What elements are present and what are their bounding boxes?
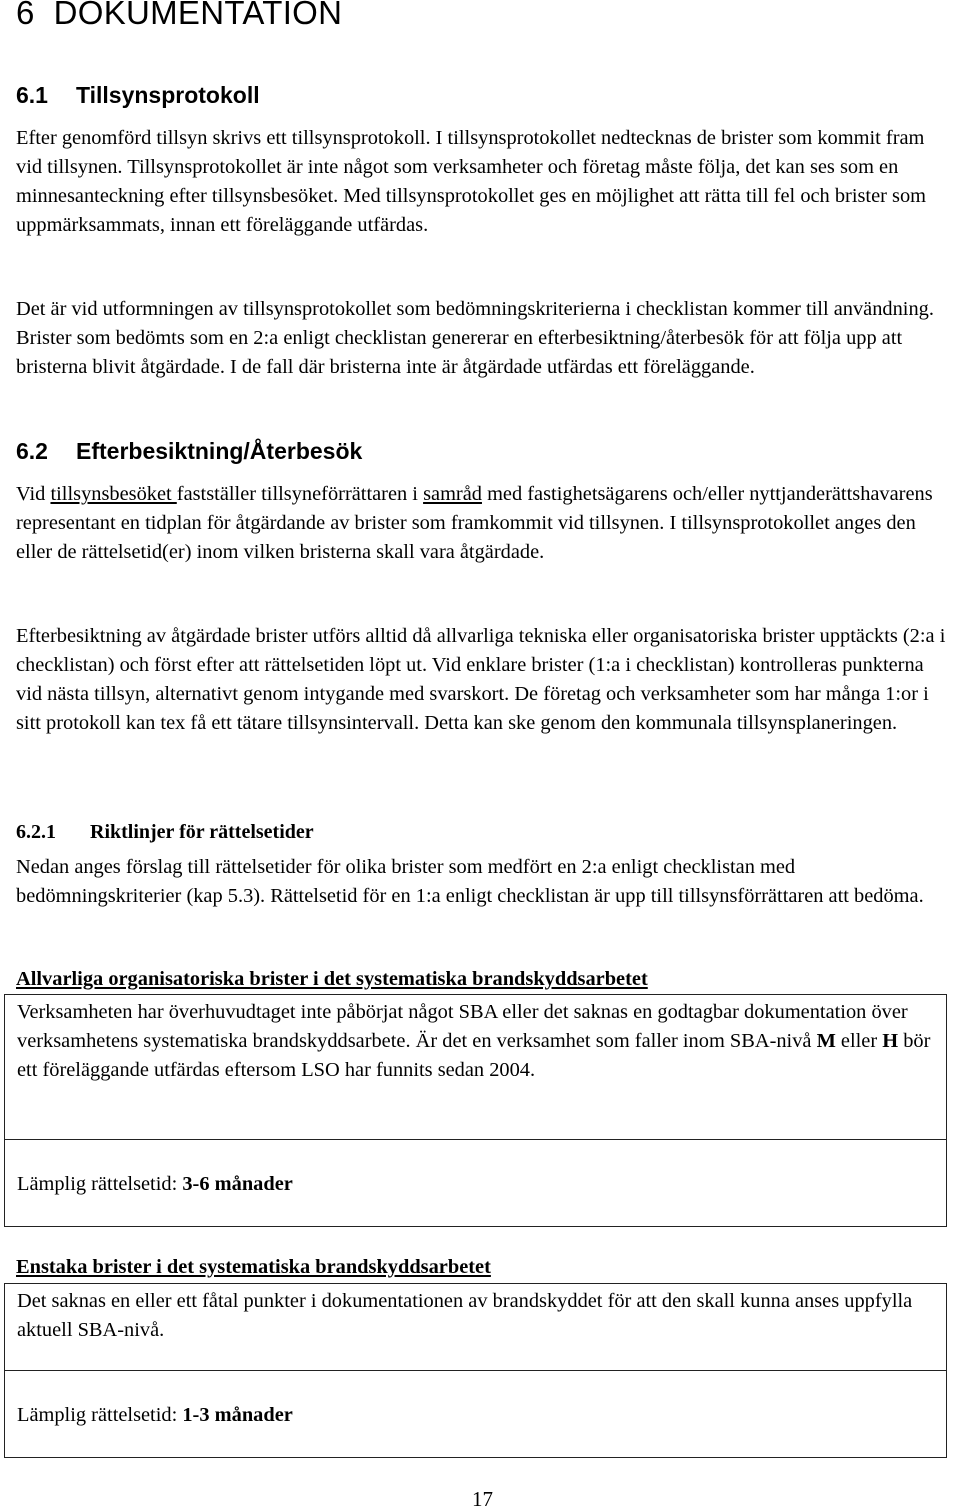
- sba-level-h: H: [882, 1030, 899, 1052]
- box-title-serious-deficiencies: Allvarliga organisatoriska brister i det systematiska brandskyddsarbetet: [16, 968, 648, 990]
- box-description-text: Verksamheten har överhuvudtaget inte påbörjat något SBA eller det saknas en godtagbar dokumentation över verksamhetens systematiska brandskyddsarbete. Är det en verksamhet som faller inom SBA-nivå M eller H bör ett föreläggande utfärdas eftersom LSO har funnits sedan 2004.: [17, 1001, 931, 1081]
- underlined-term: samråd: [423, 483, 482, 505]
- subsection-heading-6-1: [16, 82, 260, 109]
- section-number: 6: [16, 0, 35, 31]
- box-description-isolated-deficiencies: [4, 1283, 947, 1371]
- underlined-term: tillsynsbesöket: [50, 483, 177, 505]
- box-description-serious-deficiencies: [4, 994, 947, 1140]
- paragraph-6-2-timeplan: Vid tillsynsbesöket fastställer tillsyneförrättaren i samråd med fastighetsägarens och/eller nyttjanderättshavarens representant en tidplan för åtgärdande av brister som framkommit vid tillsynen. I tillsynsprotokollet anges den eller de rättelsetid(er) inom vilken bristerna skall vara åtgärdade.: [16, 483, 933, 563]
- subsubsection-heading-6-2-1: [16, 821, 314, 844]
- subsection-title: Efterbesiktning/Återbesök: [76, 438, 363, 464]
- section-title: DOKUMENTATION: [53, 0, 343, 31]
- subsection-heading-6-2: [16, 438, 362, 465]
- box-correction-time-isolated: [4, 1370, 947, 1458]
- paragraph-6-1-checklist: Det är vid utformningen av tillsynsprotokollet som bedömningskriterierna i checklistan kommer till användning. Brister som bedömts som en 2:a enligt checklistan genererar en efterbesiktning/återbesök för att följa upp att bristerna blivit åtgärdade. I de fall där bristerna inte är åtgärdade utfärdas ett föreläggande.: [16, 298, 934, 378]
- correction-time-value: 1-3 månader: [182, 1404, 293, 1426]
- section-heading: [16, 0, 342, 32]
- box-description-text: Det saknas en eller ett fåtal punkter i dokumentationen av brandskyddet för att den skall kunna anses uppfylla aktuell SBA-nivå.: [17, 1290, 913, 1341]
- subsection-number: 6.1: [16, 82, 48, 108]
- paragraph-6-1-intro: Efter genomförd tillsyn skrivs ett tillsynsprotokoll. I tillsynsprotokollet nedtecknas de brister som kommit fram vid tillsynen. Tillsynsprotokollet är inte något som verksamheter och företag måste följa, det kan ses som en minnesanteckning efter tillsynsbesöket. Med tillsynsprotokollet ges en möjlighet att rätta till fel och brister som uppmärksammats, innan ett föreläggande utfärdas.: [16, 127, 927, 236]
- box-correction-time-serious: [4, 1139, 947, 1227]
- box-title-isolated-deficiencies: Enstaka brister i det systematiska brandskyddsarbetet: [16, 1256, 491, 1278]
- correction-time-text: Lämplig rättelsetid: 1-3 månader: [17, 1404, 293, 1426]
- subsection-number: 6.2: [16, 438, 48, 464]
- sba-level-m: M: [816, 1030, 836, 1052]
- correction-time-value: 3-6 månader: [182, 1173, 293, 1195]
- page-number: 17: [472, 1487, 493, 1511]
- paragraph-6-2-followup: Efterbesiktning av åtgärdade brister utförs alltid då allvarliga tekniska eller organisatoriska brister upptäckts (2:a i checklistan) och först efter att rättelsetiden löpt ut. Vid enklare brister (1:a i checklistan) kontrolleras punkterna vid nästa tillsyn, alternativt genom intygande med svarskort. De företag och verksamheter som har många 1:or i sitt protokoll kan tex få ett tätare tillsynsintervall. Detta kan ske genom den kommunala tillsynsplaneringen.: [16, 625, 946, 734]
- paragraph-6-2-1-intro: Nedan anges förslag till rättelsetider för olika brister som medfört en 2:a enligt checklistan med bedömningskriterier (kap 5.3). Rättelsetid för en 1:a enligt checklistan är upp till tillsynsförrättaren att bedöma.: [16, 856, 924, 907]
- correction-time-text: Lämplig rättelsetid: 3-6 månader: [17, 1173, 293, 1195]
- subsubsection-title: Riktlinjer för rättelsetider: [90, 821, 314, 843]
- subsubsection-number: 6.2.1: [16, 821, 56, 843]
- subsection-title: Tillsynsprotokoll: [76, 82, 260, 108]
